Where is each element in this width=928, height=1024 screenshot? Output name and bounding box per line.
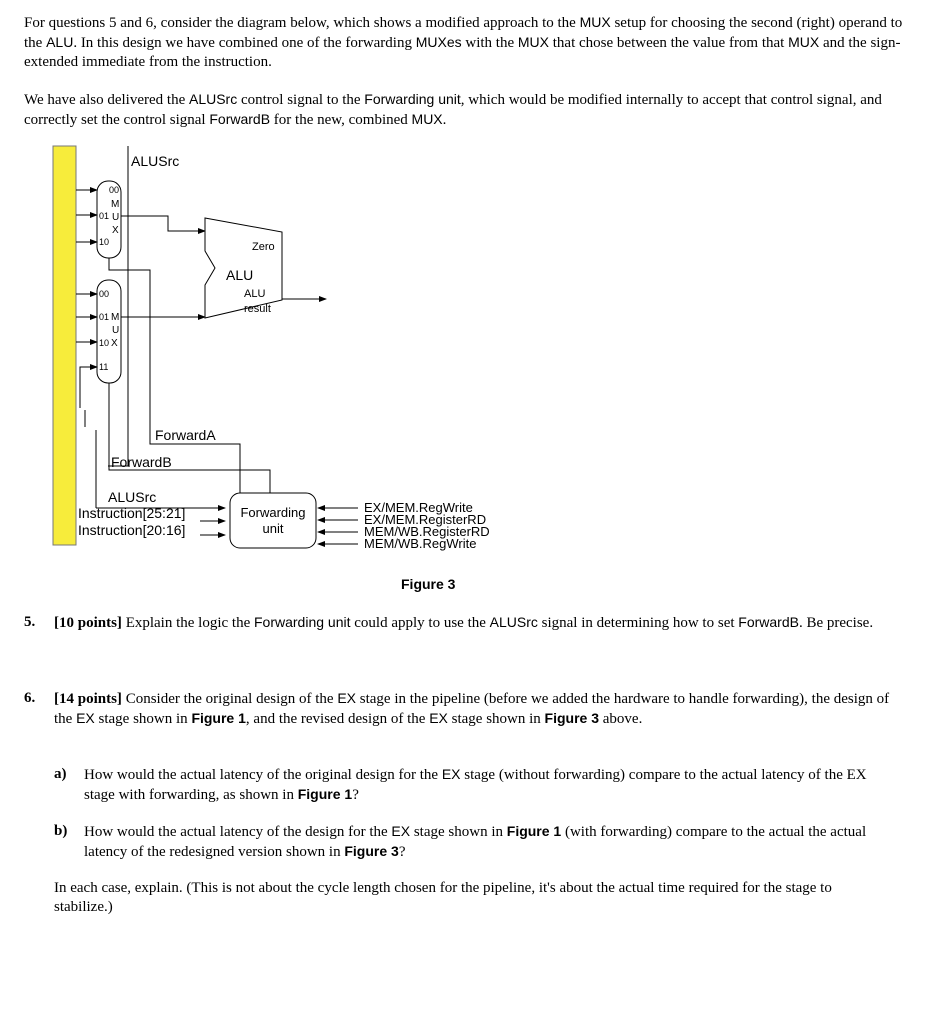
intro-paragraph-2: We have also delivered the ALUSrc control signal to the Forwarding unit, which would be modified internally to accept that control signal, and correctly set the control signal ForwardB for the new, combined MUX. — [24, 91, 882, 128]
forward-a-label: ForwardA — [155, 427, 216, 443]
bottom-mux-input-10: 10 — [99, 338, 110, 348]
forwarding-unit-label-1: Forwarding — [240, 505, 306, 520]
top-mux-letter-u: U — [112, 212, 120, 223]
instruction-25-21-label: Instruction[25:21] — [78, 505, 186, 521]
alusrc-bottom-label: ALUSrc — [108, 489, 157, 505]
question-6b: b) How would the actual latency of the design for the EX stage shown in Figure 1 (with forwarding) compare to the actual the actual latency of the redesigned version shown in Figure 3? — [54, 823, 867, 860]
alusrc-top-label: ALUSrc — [131, 153, 180, 169]
bottom-mux-letter-m: M — [111, 312, 120, 323]
alu-label: ALU — [226, 267, 254, 283]
intro-paragraph-1: For questions 5 and 6, consider the diagram below, which shows a modified approach to the MUX setup for choosing the second (right) operand to the ALU. In this design we have combined one of the forwarding MUXes with the MUX that chose between the value from that MUX and the sign-extended immediate from the instruction. — [24, 14, 903, 70]
question-6b-label: b) — [54, 823, 68, 839]
signal-exmem-regwrite: EX/MEM.RegWrite — [364, 500, 473, 515]
top-mux-input-10: 10 — [99, 237, 110, 247]
top-mux-input-01: 01 — [99, 211, 110, 221]
zero-label: Zero — [252, 241, 275, 253]
question-6: 6. [14 points] Consider the original design of the EX stage in the pipeline (before we added the hardware to handle forwarding), the design of the EX stage shown in Figure 1, and the revised design of the EX stage shown in Figure 3 above. — [24, 690, 890, 727]
bottom-mux-input-11: 11 — [99, 362, 109, 372]
question-5-number: 5. — [24, 614, 36, 630]
alu-result-label-1: ALU — [244, 288, 266, 300]
instruction-20-16-label: Instruction[20:16] — [78, 522, 186, 538]
signal-exmem-registerrd: EX/MEM.RegisterRD — [364, 512, 487, 527]
forward-b-label: ForwardB — [111, 454, 172, 470]
question-5: 5. [10 points] Explain the logic the Forwarding unit could apply to use the ALUSrc signal in determining how to set ForwardB. Be precise. — [24, 614, 874, 631]
alu-result-label-2: result — [244, 303, 271, 315]
question-6-number: 6. — [24, 690, 36, 706]
question-6a-label: a) — [54, 766, 67, 782]
question-6-closing: In each case, explain. (This is not about the cycle length chosen for the pipeline, it's about the actual time required for the stage to stabilize.) — [54, 880, 832, 915]
question-6a: a) How would the actual latency of the original design for the EX stage (without forwarding) compare to the actual latency of the EX stage with forwarding, as shown in Figure 1? — [54, 766, 867, 803]
signal-memwb-regwrite: MEM/WB.RegWrite — [364, 536, 477, 551]
forwarding-unit-label-2: unit — [262, 521, 284, 536]
pipeline-register-bar — [53, 146, 76, 545]
bottom-mux-input-01: 01 — [99, 312, 110, 322]
signal-memwb-registerrd: MEM/WB.RegisterRD — [364, 524, 490, 539]
forwarding-diagram — [0, 140, 560, 560]
bottom-mux-letter-x: X — [111, 338, 118, 349]
top-mux-letter-x: X — [112, 225, 119, 236]
top-mux-input-00: 00 — [109, 185, 120, 195]
top-mux-letter-m: M — [111, 199, 120, 210]
bottom-mux-letter-u: U — [112, 325, 120, 336]
bottom-mux-input-00: 00 — [99, 289, 110, 299]
figure-caption: Figure 3 — [401, 576, 456, 592]
